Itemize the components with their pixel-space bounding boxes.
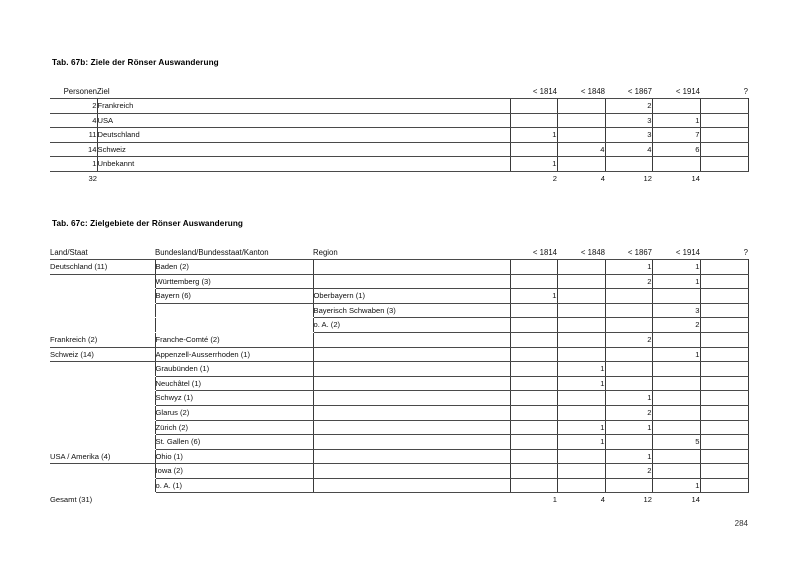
cell-lt-1914 bbox=[652, 405, 700, 420]
cell-bundesland bbox=[155, 303, 313, 318]
cell-lt-1848 bbox=[557, 478, 605, 493]
total-lt-1814: 1 bbox=[510, 493, 557, 507]
table-row bbox=[50, 420, 748, 435]
table-row bbox=[50, 142, 748, 157]
cell-lt-1814 bbox=[510, 142, 557, 157]
cell-lt-1848 bbox=[557, 157, 605, 172]
cell-unknown bbox=[700, 362, 748, 377]
table-67c-total-row bbox=[50, 493, 748, 507]
cell-ziel: Unbekannt bbox=[97, 157, 510, 172]
cell-lt-1814 bbox=[510, 347, 557, 362]
cell-region bbox=[313, 464, 510, 479]
cell-lt-1914 bbox=[652, 99, 700, 114]
cell-lt-1848: 1 bbox=[557, 362, 605, 377]
cell-bundesland: Bayern (6) bbox=[155, 289, 313, 304]
cell-lt-1867: 3 bbox=[605, 113, 652, 128]
cell-lt-1814 bbox=[510, 274, 557, 289]
table-row bbox=[50, 478, 748, 493]
cell-lt-1867: 1 bbox=[605, 420, 652, 435]
total-lt-1848: 4 bbox=[557, 493, 605, 507]
table-67b-total-row bbox=[50, 171, 748, 185]
cell-land-staat bbox=[50, 391, 155, 406]
cell-lt-1848 bbox=[557, 113, 605, 128]
cell-ziel: Frankreich bbox=[97, 99, 510, 114]
cell-lt-1867 bbox=[605, 347, 652, 362]
table-row bbox=[50, 99, 748, 114]
cell-lt-1867: 1 bbox=[605, 259, 652, 274]
page-number: 284 bbox=[734, 519, 748, 528]
total-unknown bbox=[700, 493, 748, 507]
cell-lt-1814 bbox=[510, 391, 557, 406]
cell-lt-1814: 1 bbox=[510, 128, 557, 143]
cell-lt-1848: 4 bbox=[557, 142, 605, 157]
cell-unknown bbox=[700, 405, 748, 420]
cell-lt-1867 bbox=[605, 157, 652, 172]
cell-lt-1914: 2 bbox=[652, 318, 700, 333]
cell-lt-1848 bbox=[557, 347, 605, 362]
cell-lt-1914 bbox=[652, 289, 700, 304]
cell-lt-1867 bbox=[605, 478, 652, 493]
cell-bundesland: Graubünden (1) bbox=[155, 362, 313, 377]
table-67c-header-row bbox=[50, 246, 748, 260]
cell-lt-1867 bbox=[605, 318, 652, 333]
cell-lt-1814 bbox=[510, 318, 557, 333]
cell-lt-1914: 6 bbox=[652, 142, 700, 157]
cell-lt-1867 bbox=[605, 376, 652, 391]
cell-lt-1814 bbox=[510, 113, 557, 128]
cell-bundesland: Schwyz (1) bbox=[155, 391, 313, 406]
cell-lt-1814: 1 bbox=[510, 157, 557, 172]
cell-bundesland: Neuchâtel (1) bbox=[155, 376, 313, 391]
cell-unknown bbox=[700, 464, 748, 479]
cell-lt-1814 bbox=[510, 449, 557, 464]
cell-lt-1814 bbox=[510, 464, 557, 479]
cell-lt-1814 bbox=[510, 435, 557, 450]
table-row bbox=[50, 303, 748, 318]
cell-lt-1814 bbox=[510, 420, 557, 435]
cell-lt-1867 bbox=[605, 303, 652, 318]
table-row bbox=[50, 113, 748, 128]
table-67c-title: Tab. 67c: Zielgebiete der Rönser Auswanderung bbox=[52, 218, 244, 228]
cell-land-staat: Deutschland (11) bbox=[50, 259, 155, 274]
cell-lt-1848 bbox=[557, 318, 605, 333]
cell-land-staat bbox=[50, 362, 155, 377]
cell-lt-1867: 1 bbox=[605, 391, 652, 406]
cell-unknown bbox=[700, 332, 748, 347]
cell-lt-1848 bbox=[557, 405, 605, 420]
cell-unknown bbox=[700, 478, 748, 493]
cell-unknown bbox=[700, 113, 748, 128]
cell-unknown bbox=[700, 274, 748, 289]
table-row bbox=[50, 435, 748, 450]
cell-region bbox=[313, 332, 510, 347]
header-ziel: Ziel bbox=[97, 86, 110, 96]
cell-lt-1848: 1 bbox=[557, 435, 605, 450]
header-region: Region bbox=[313, 247, 338, 257]
cell-unknown bbox=[700, 420, 748, 435]
cell-personen: 4 bbox=[50, 113, 97, 128]
cell-lt-1867: 2 bbox=[605, 274, 652, 289]
cell-bundesland: o. A. (1) bbox=[155, 478, 313, 493]
cell-lt-1848: 1 bbox=[557, 420, 605, 435]
cell-lt-1814 bbox=[510, 362, 557, 377]
header-lt-1814: < 1814 bbox=[532, 247, 557, 257]
cell-ziel: Deutschland bbox=[97, 128, 510, 143]
cell-lt-1814 bbox=[510, 478, 557, 493]
header-personen: Personen bbox=[63, 86, 97, 96]
table-row bbox=[50, 274, 748, 289]
total-lt-1914: 14 bbox=[652, 493, 700, 507]
table-67c bbox=[50, 246, 749, 507]
table-row bbox=[50, 362, 748, 377]
total-lt-1814: 2 bbox=[510, 171, 557, 185]
cell-bundesland: Zürich (2) bbox=[155, 420, 313, 435]
header-lt-1914: < 1914 bbox=[675, 86, 700, 96]
cell-lt-1867: 1 bbox=[605, 449, 652, 464]
cell-region bbox=[313, 405, 510, 420]
cell-lt-1848 bbox=[557, 464, 605, 479]
total-unknown bbox=[700, 171, 748, 185]
cell-lt-1867: 3 bbox=[605, 128, 652, 143]
cell-unknown bbox=[700, 303, 748, 318]
table-67b-header-row bbox=[50, 85, 748, 99]
cell-lt-1848 bbox=[557, 332, 605, 347]
table-row bbox=[50, 449, 748, 464]
cell-region bbox=[313, 274, 510, 289]
cell-land-staat bbox=[50, 274, 155, 289]
cell-lt-1848 bbox=[557, 449, 605, 464]
cell-land-staat: USA / Amerika (4) bbox=[50, 449, 155, 464]
cell-region bbox=[313, 435, 510, 450]
table-67b-title: Tab. 67b: Ziele der Rönser Auswanderung bbox=[52, 58, 219, 67]
cell-unknown bbox=[700, 289, 748, 304]
cell-unknown bbox=[700, 99, 748, 114]
table-67c-body bbox=[50, 246, 748, 507]
total-label: Gesamt (31) bbox=[50, 493, 155, 507]
total-lt-1867: 12 bbox=[605, 493, 652, 507]
cell-bundesland: Franche-Comté (2) bbox=[155, 332, 313, 347]
cell-lt-1848 bbox=[557, 303, 605, 318]
cell-unknown bbox=[700, 157, 748, 172]
header-land-staat: Land/Staat bbox=[50, 247, 88, 257]
table-row bbox=[50, 464, 748, 479]
cell-lt-1914 bbox=[652, 464, 700, 479]
cell-land-staat: Schweiz (14) bbox=[50, 347, 155, 362]
cell-lt-1914: 1 bbox=[652, 113, 700, 128]
cell-region bbox=[313, 391, 510, 406]
table-row bbox=[50, 347, 748, 362]
cell-lt-1914 bbox=[652, 420, 700, 435]
total-lt-1867: 12 bbox=[605, 171, 652, 185]
cell-land-staat bbox=[50, 405, 155, 420]
cell-unknown bbox=[700, 391, 748, 406]
table-row bbox=[50, 332, 748, 347]
cell-bundesland: Württemberg (3) bbox=[155, 274, 313, 289]
cell-unknown bbox=[700, 347, 748, 362]
table-row bbox=[50, 376, 748, 391]
cell-bundesland: Baden (2) bbox=[155, 259, 313, 274]
cell-unknown bbox=[700, 128, 748, 143]
cell-region: Bayerisch Schwaben (3) bbox=[313, 303, 510, 318]
table-67b-body bbox=[50, 85, 748, 185]
cell-lt-1814 bbox=[510, 259, 557, 274]
table-row bbox=[50, 259, 748, 274]
header-unknown: ? bbox=[743, 247, 748, 257]
cell-bundesland: Ohio (1) bbox=[155, 449, 313, 464]
total-lt-1848: 4 bbox=[557, 171, 605, 185]
cell-lt-1914: 5 bbox=[652, 435, 700, 450]
cell-lt-1914 bbox=[652, 449, 700, 464]
cell-unknown bbox=[700, 259, 748, 274]
cell-lt-1814 bbox=[510, 376, 557, 391]
header-lt-1914: < 1914 bbox=[675, 247, 700, 257]
cell-lt-1867 bbox=[605, 435, 652, 450]
cell-lt-1848 bbox=[557, 274, 605, 289]
cell-region bbox=[313, 376, 510, 391]
cell-lt-1914: 3 bbox=[652, 303, 700, 318]
cell-lt-1848 bbox=[557, 391, 605, 406]
cell-bundesland: Appenzell-Ausserrhoden (1) bbox=[155, 347, 313, 362]
table-row bbox=[50, 157, 748, 172]
cell-land-staat bbox=[50, 289, 155, 304]
cell-bundesland: St. Gallen (6) bbox=[155, 435, 313, 450]
total-lt-1914: 14 bbox=[652, 171, 700, 185]
cell-region bbox=[313, 449, 510, 464]
cell-lt-1914: 1 bbox=[652, 259, 700, 274]
cell-unknown bbox=[700, 376, 748, 391]
cell-lt-1814: 1 bbox=[510, 289, 557, 304]
cell-lt-1848 bbox=[557, 99, 605, 114]
cell-lt-1867: 2 bbox=[605, 99, 652, 114]
cell-lt-1867 bbox=[605, 289, 652, 304]
cell-bundesland: Glarus (2) bbox=[155, 405, 313, 420]
cell-land-staat bbox=[50, 376, 155, 391]
cell-lt-1914 bbox=[652, 157, 700, 172]
total-personen: 32 bbox=[50, 171, 97, 185]
cell-lt-1914 bbox=[652, 376, 700, 391]
cell-personen: 14 bbox=[50, 142, 97, 157]
header-unknown: ? bbox=[743, 86, 748, 96]
cell-region bbox=[313, 478, 510, 493]
cell-unknown bbox=[700, 318, 748, 333]
table-row bbox=[50, 289, 748, 304]
cell-bundesland: Iowa (2) bbox=[155, 464, 313, 479]
cell-lt-1848: 1 bbox=[557, 376, 605, 391]
cell-lt-1914: 1 bbox=[652, 478, 700, 493]
cell-unknown bbox=[700, 142, 748, 157]
header-lt-1867: < 1867 bbox=[627, 247, 652, 257]
cell-lt-1848 bbox=[557, 259, 605, 274]
cell-lt-1867: 2 bbox=[605, 405, 652, 420]
table-row bbox=[50, 128, 748, 143]
cell-region bbox=[313, 347, 510, 362]
cell-lt-1814 bbox=[510, 332, 557, 347]
cell-land-staat: Frankreich (2) bbox=[50, 332, 155, 347]
cell-land-staat bbox=[50, 420, 155, 435]
page-content bbox=[50, 58, 750, 506]
cell-lt-1914 bbox=[652, 332, 700, 347]
cell-lt-1914: 1 bbox=[652, 274, 700, 289]
cell-ziel: Schweiz bbox=[97, 142, 510, 157]
total-ziel bbox=[97, 171, 510, 185]
header-lt-1848: < 1848 bbox=[580, 247, 605, 257]
cell-lt-1914: 7 bbox=[652, 128, 700, 143]
cell-lt-1867: 2 bbox=[605, 464, 652, 479]
cell-region bbox=[313, 362, 510, 377]
table-row bbox=[50, 391, 748, 406]
cell-lt-1867 bbox=[605, 362, 652, 377]
cell-lt-1867: 2 bbox=[605, 332, 652, 347]
cell-lt-1814 bbox=[510, 405, 557, 420]
cell-lt-1814 bbox=[510, 303, 557, 318]
header-lt-1848: < 1848 bbox=[580, 86, 605, 96]
cell-personen: 11 bbox=[50, 128, 97, 143]
total-region bbox=[313, 493, 510, 507]
table-67b bbox=[50, 85, 749, 185]
cell-lt-1867: 4 bbox=[605, 142, 652, 157]
cell-lt-1848 bbox=[557, 289, 605, 304]
cell-lt-1914: 1 bbox=[652, 347, 700, 362]
header-bundesland: Bundesland/Bundesstaat/Kanton bbox=[155, 247, 269, 257]
cell-ziel: USA bbox=[97, 113, 510, 128]
cell-unknown bbox=[700, 449, 748, 464]
cell-region bbox=[313, 259, 510, 274]
cell-region: o. A. (2) bbox=[313, 318, 510, 333]
section-spacer bbox=[50, 185, 750, 219]
header-lt-1867: < 1867 bbox=[627, 86, 652, 96]
cell-land-staat bbox=[50, 303, 155, 318]
cell-region: Oberbayern (1) bbox=[313, 289, 510, 304]
cell-region bbox=[313, 420, 510, 435]
cell-lt-1814 bbox=[510, 99, 557, 114]
cell-land-staat bbox=[50, 435, 155, 450]
cell-personen: 2 bbox=[50, 99, 97, 114]
cell-land-staat bbox=[50, 478, 155, 493]
header-lt-1814: < 1814 bbox=[532, 86, 557, 96]
cell-lt-1848 bbox=[557, 128, 605, 143]
cell-personen: 1 bbox=[50, 157, 97, 172]
cell-land-staat bbox=[50, 318, 155, 333]
total-bundesland bbox=[155, 493, 313, 507]
cell-lt-1914 bbox=[652, 362, 700, 377]
cell-unknown bbox=[700, 435, 748, 450]
cell-bundesland bbox=[155, 318, 313, 333]
cell-lt-1914 bbox=[652, 391, 700, 406]
table-row bbox=[50, 318, 748, 333]
cell-land-staat bbox=[50, 464, 155, 479]
table-row bbox=[50, 405, 748, 420]
